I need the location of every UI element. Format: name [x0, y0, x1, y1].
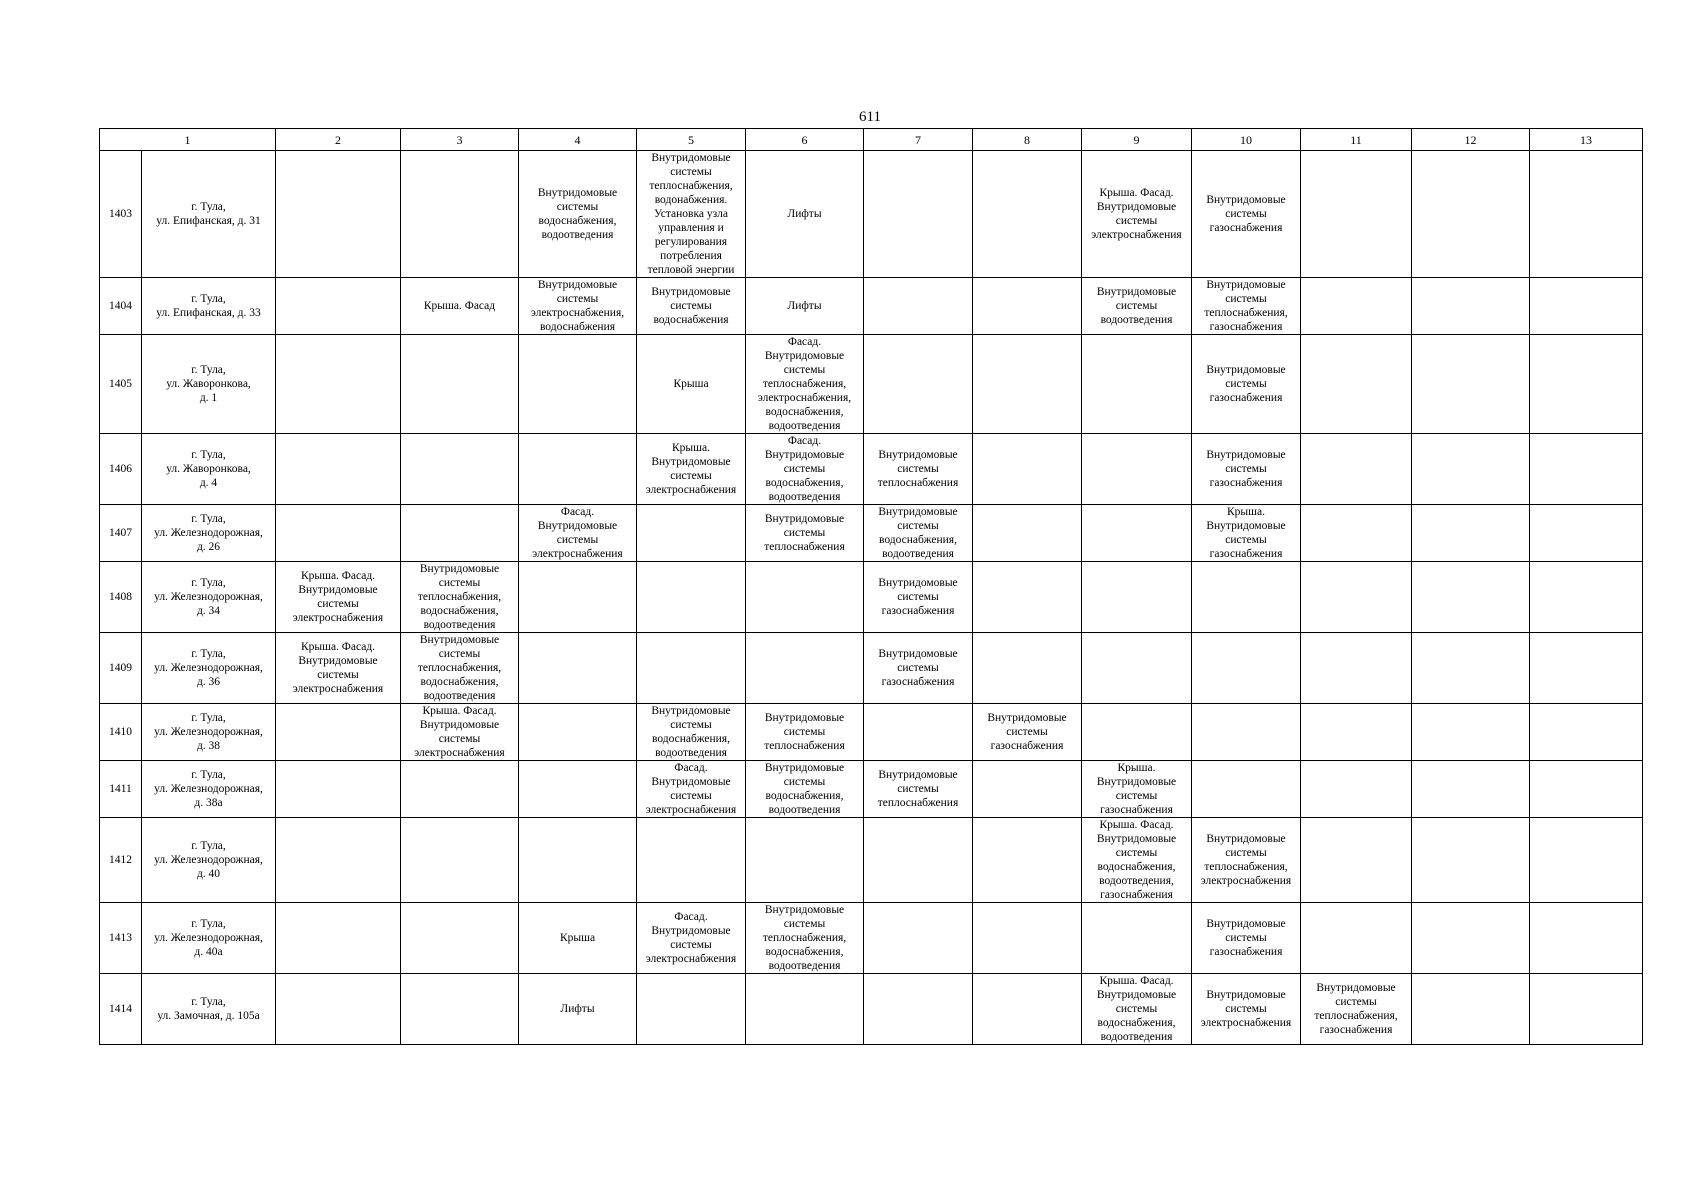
cell-col-13 — [1530, 151, 1643, 278]
cell-col-8: Внутридомовые системы газоснабжения — [973, 704, 1082, 761]
row-number: 1411 — [100, 761, 142, 818]
cell-col-6 — [746, 818, 864, 903]
cell-col-6: Внутридомовые системы теплоснабжения, водоснабжения, водоотведения — [746, 903, 864, 974]
cell-col-7 — [864, 818, 973, 903]
address-cell: г. Тула, ул. Жаворонкова, д. 4 — [142, 434, 276, 505]
cell-col-11 — [1301, 505, 1412, 562]
address-cell: г. Тула, ул. Железнодорожная, д. 38а — [142, 761, 276, 818]
cell-col-7: Внутридомовые системы газоснабжения — [864, 633, 973, 704]
cell-col-11 — [1301, 704, 1412, 761]
cell-col-9 — [1082, 434, 1192, 505]
cell-col-9: Крыша. Фасад. Внутридомовые системы электроснабжения — [1082, 151, 1192, 278]
table-header — [100, 129, 1643, 151]
cell-col-5 — [637, 633, 746, 704]
cell-col-10: Внутридомовые системы газоснабжения — [1192, 335, 1301, 434]
header-col-1: 1 — [100, 129, 276, 151]
table-row — [100, 974, 1643, 1045]
cell-col-6: Фасад. Внутридомовые системы теплоснабжения, электроснабжения, водоснабжения, водоотведения — [746, 335, 864, 434]
cell-col-5: Крыша. Внутридомовые системы электроснабжения — [637, 434, 746, 505]
cell-col-2 — [276, 151, 401, 278]
cell-col-6: Внутридомовые системы теплоснабжения — [746, 505, 864, 562]
cell-col-3 — [401, 505, 519, 562]
cell-col-12 — [1412, 151, 1530, 278]
cell-col-10: Внутридомовые системы газоснабжения — [1192, 434, 1301, 505]
row-number: 1404 — [100, 278, 142, 335]
cell-col-9 — [1082, 704, 1192, 761]
cell-col-6: Лифты — [746, 151, 864, 278]
cell-col-7 — [864, 903, 973, 974]
cell-col-7 — [864, 974, 973, 1045]
cell-col-8 — [973, 633, 1082, 704]
cell-col-11 — [1301, 562, 1412, 633]
row-number: 1403 — [100, 151, 142, 278]
cell-col-11 — [1301, 335, 1412, 434]
cell-col-5: Внутридомовые системы водоснабжения, водоотведения — [637, 704, 746, 761]
row-number: 1410 — [100, 704, 142, 761]
cell-col-12 — [1412, 505, 1530, 562]
cell-col-6: Внутридомовые системы теплоснабжения — [746, 704, 864, 761]
cell-col-13 — [1530, 761, 1643, 818]
cell-col-7: Внутридомовые системы водоснабжения, водоотведения — [864, 505, 973, 562]
cell-col-8 — [973, 434, 1082, 505]
cell-col-2: Крыша. Фасад. Внутридомовые системы электроснабжения — [276, 633, 401, 704]
cell-col-3: Крыша. Фасад. Внутридомовые системы электроснабжения — [401, 704, 519, 761]
row-number: 1407 — [100, 505, 142, 562]
cell-col-8 — [973, 505, 1082, 562]
cell-col-5: Фасад. Внутридомовые системы электроснабжения — [637, 761, 746, 818]
cell-col-10: Внутридомовые системы газоснабжения — [1192, 903, 1301, 974]
header-col-8: 8 — [973, 129, 1082, 151]
cell-col-8 — [973, 974, 1082, 1045]
cell-col-6: Лифты — [746, 278, 864, 335]
cell-col-11 — [1301, 278, 1412, 335]
cell-col-13 — [1530, 335, 1643, 434]
cell-col-11 — [1301, 633, 1412, 704]
cell-col-4 — [519, 434, 637, 505]
cell-col-13 — [1530, 505, 1643, 562]
cell-col-3 — [401, 818, 519, 903]
cell-col-7: Внутридомовые системы теплоснабжения — [864, 434, 973, 505]
cell-col-9 — [1082, 903, 1192, 974]
cell-col-9: Внутридомовые системы водоотведения — [1082, 278, 1192, 335]
cell-col-3: Внутридомовые системы теплоснабжения, водоснабжения, водоотведения — [401, 562, 519, 633]
cell-col-9 — [1082, 335, 1192, 434]
cell-col-4: Внутридомовые системы водоснабжения, водоотведения — [519, 151, 637, 278]
table-row — [100, 903, 1643, 974]
cell-col-3 — [401, 434, 519, 505]
cell-col-2: Крыша. Фасад. Внутридомовые системы электроснабжения — [276, 562, 401, 633]
cell-col-12 — [1412, 562, 1530, 633]
cell-col-2 — [276, 761, 401, 818]
cell-col-11 — [1301, 434, 1412, 505]
row-number: 1406 — [100, 434, 142, 505]
cell-col-4 — [519, 761, 637, 818]
cell-col-13 — [1530, 903, 1643, 974]
cell-col-11 — [1301, 761, 1412, 818]
cell-col-8 — [973, 151, 1082, 278]
cell-col-3 — [401, 335, 519, 434]
header-col-12: 12 — [1412, 129, 1530, 151]
cell-col-13 — [1530, 278, 1643, 335]
cell-col-3 — [401, 974, 519, 1045]
table-row — [100, 761, 1643, 818]
cell-col-6 — [746, 562, 864, 633]
cell-col-10: Крыша. Внутридомовые системы газоснабжения — [1192, 505, 1301, 562]
cell-col-13 — [1530, 974, 1643, 1045]
cell-col-12 — [1412, 818, 1530, 903]
address-cell: г. Тула, ул. Железнодорожная, д. 38 — [142, 704, 276, 761]
address-cell: г. Тула, ул. Замочная, д. 105а — [142, 974, 276, 1045]
table-row — [100, 335, 1643, 434]
cell-col-9: Крыша. Фасад. Внутридомовые системы водоснабжения, водоотведения — [1082, 974, 1192, 1045]
address-cell: г. Тула, ул. Железнодорожная, д. 40 — [142, 818, 276, 903]
cell-col-8 — [973, 903, 1082, 974]
cell-col-7: Внутридомовые системы газоснабжения — [864, 562, 973, 633]
cell-col-13 — [1530, 562, 1643, 633]
address-cell: г. Тула, ул. Епифанская, д. 33 — [142, 278, 276, 335]
cell-col-8 — [973, 562, 1082, 633]
cell-col-5: Внутридомовые системы водоснабжения — [637, 278, 746, 335]
table-row — [100, 633, 1643, 704]
cell-col-10: Внутридомовые системы теплоснабжения, газоснабжения — [1192, 278, 1301, 335]
cell-col-6: Внутридомовые системы водоснабжения, водоотведения — [746, 761, 864, 818]
cell-col-11 — [1301, 903, 1412, 974]
cell-col-12 — [1412, 335, 1530, 434]
cell-col-2 — [276, 434, 401, 505]
cell-col-7: Внутридомовые системы теплоснабжения — [864, 761, 973, 818]
cell-col-12 — [1412, 761, 1530, 818]
row-number: 1405 — [100, 335, 142, 434]
cell-col-12 — [1412, 903, 1530, 974]
cell-col-3 — [401, 761, 519, 818]
cell-col-2 — [276, 505, 401, 562]
row-number: 1414 — [100, 974, 142, 1045]
cell-col-10 — [1192, 562, 1301, 633]
cell-col-9 — [1082, 562, 1192, 633]
row-number: 1412 — [100, 818, 142, 903]
cell-col-12 — [1412, 278, 1530, 335]
cell-col-4 — [519, 335, 637, 434]
table-row — [100, 434, 1643, 505]
address-cell: г. Тула, ул. Железнодорожная, д. 36 — [142, 633, 276, 704]
table-row — [100, 562, 1643, 633]
cell-col-10 — [1192, 761, 1301, 818]
cell-col-4: Фасад. Внутридомовые системы электроснабжения — [519, 505, 637, 562]
cell-col-11: Внутридомовые системы теплоснабжения, газоснабжения — [1301, 974, 1412, 1045]
cell-col-2 — [276, 818, 401, 903]
cell-col-3 — [401, 151, 519, 278]
cell-col-9: Крыша. Фасад. Внутридомовые системы водоснабжения, водоотведения, газоснабжения — [1082, 818, 1192, 903]
header-col-7: 7 — [864, 129, 973, 151]
cell-col-10 — [1192, 704, 1301, 761]
repair-schedule-table — [99, 128, 1643, 1045]
cell-col-4 — [519, 562, 637, 633]
cell-col-11 — [1301, 818, 1412, 903]
cell-col-2 — [276, 704, 401, 761]
cell-col-9 — [1082, 505, 1192, 562]
header-col-13: 13 — [1530, 129, 1643, 151]
cell-col-5 — [637, 562, 746, 633]
cell-col-12 — [1412, 704, 1530, 761]
cell-col-5: Крыша — [637, 335, 746, 434]
cell-col-7 — [864, 151, 973, 278]
table-row — [100, 278, 1643, 335]
cell-col-4: Крыша — [519, 903, 637, 974]
table-row — [100, 505, 1643, 562]
table-row — [100, 704, 1643, 761]
cell-col-6 — [746, 974, 864, 1045]
cell-col-6 — [746, 633, 864, 704]
row-number: 1413 — [100, 903, 142, 974]
header-col-6: 6 — [746, 129, 864, 151]
cell-col-13 — [1530, 704, 1643, 761]
cell-col-8 — [973, 335, 1082, 434]
row-number: 1409 — [100, 633, 142, 704]
table-body — [100, 151, 1643, 1045]
address-cell: г. Тула, ул. Жаворонкова, д. 1 — [142, 335, 276, 434]
cell-col-8 — [973, 818, 1082, 903]
cell-col-2 — [276, 278, 401, 335]
cell-col-13 — [1530, 818, 1643, 903]
cell-col-8 — [973, 761, 1082, 818]
cell-col-3 — [401, 903, 519, 974]
header-col-9: 9 — [1082, 129, 1192, 151]
header-col-4: 4 — [519, 129, 637, 151]
address-cell: г. Тула, ул. Железнодорожная, д. 26 — [142, 505, 276, 562]
cell-col-5 — [637, 818, 746, 903]
cell-col-12 — [1412, 633, 1530, 704]
cell-col-10 — [1192, 633, 1301, 704]
cell-col-10: Внутридомовые системы теплоснабжения, электроснабжения — [1192, 818, 1301, 903]
header-col-2: 2 — [276, 129, 401, 151]
cell-col-9 — [1082, 633, 1192, 704]
cell-col-6: Фасад. Внутридомовые системы водоснабжения, водоотведения — [746, 434, 864, 505]
address-cell: г. Тула, ул. Железнодорожная, д. 34 — [142, 562, 276, 633]
cell-col-3: Крыша. Фасад — [401, 278, 519, 335]
table-row — [100, 151, 1643, 278]
header-col-10: 10 — [1192, 129, 1301, 151]
page-number: 611 — [859, 109, 881, 125]
cell-col-13 — [1530, 633, 1643, 704]
cell-col-7 — [864, 278, 973, 335]
cell-col-5: Фасад. Внутридомовые системы электроснабжения — [637, 903, 746, 974]
cell-col-5: Внутридомовые системы теплоснабжения, водонабжения. Установка узла управления и регулирования потребления тепловой энергии — [637, 151, 746, 278]
header-col-3: 3 — [401, 129, 519, 151]
address-cell: г. Тула, ул. Епифанская, д. 31 — [142, 151, 276, 278]
cell-col-4 — [519, 633, 637, 704]
cell-col-10: Внутридомовые системы газоснабжения — [1192, 151, 1301, 278]
cell-col-5 — [637, 505, 746, 562]
address-cell: г. Тула, ул. Железнодорожная, д. 40а — [142, 903, 276, 974]
cell-col-4 — [519, 704, 637, 761]
cell-col-4 — [519, 818, 637, 903]
cell-col-3: Внутридомовые системы теплоснабжения, водоснабжения, водоотведения — [401, 633, 519, 704]
cell-col-5 — [637, 974, 746, 1045]
row-number: 1408 — [100, 562, 142, 633]
cell-col-2 — [276, 974, 401, 1045]
cell-col-8 — [973, 278, 1082, 335]
cell-col-10: Внутридомовые системы электроснабжения — [1192, 974, 1301, 1045]
cell-col-4: Внутридомовые системы электроснабжения, водоснабжения — [519, 278, 637, 335]
header-col-11: 11 — [1301, 129, 1412, 151]
cell-col-7 — [864, 704, 973, 761]
cell-col-11 — [1301, 151, 1412, 278]
header-col-5: 5 — [637, 129, 746, 151]
cell-col-9: Крыша. Внутридомовые системы газоснабжения — [1082, 761, 1192, 818]
cell-col-7 — [864, 335, 973, 434]
cell-col-13 — [1530, 434, 1643, 505]
table-row — [100, 818, 1643, 903]
cell-col-12 — [1412, 434, 1530, 505]
cell-col-2 — [276, 335, 401, 434]
cell-col-12 — [1412, 974, 1530, 1045]
cell-col-2 — [276, 903, 401, 974]
cell-col-4: Лифты — [519, 974, 637, 1045]
